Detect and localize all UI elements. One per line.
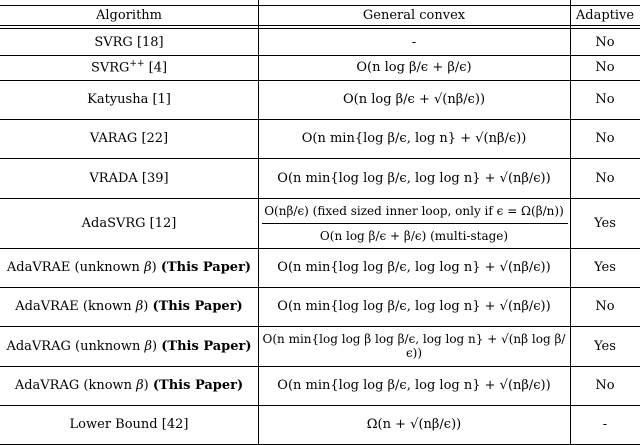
table-row	[0, 248, 640, 287]
adaptive-cell: Yes	[594, 260, 616, 275]
adaptive-cell: -	[602, 417, 608, 432]
algorithm-name: VRADA [39]	[89, 170, 169, 186]
header-adaptive: Adaptive	[575, 7, 635, 23]
table-row	[0, 29, 640, 55]
algorithm-name: SVRG++ [4]	[90, 59, 168, 76]
adaptive-cell: No	[595, 60, 615, 75]
rate-fixed-inner-loop: O(nβ/ϵ) (fixed sized inner loop, only if ϵ = Ω(β/n))	[264, 203, 564, 218]
rate-cell	[258, 198, 570, 248]
adaptive-cell: No	[595, 170, 615, 186]
algorithm-name: Katyusha [1]	[87, 92, 171, 107]
algorithm-name: AdaVRAG (known β) (This Paper)	[14, 378, 244, 393]
table-row	[0, 366, 640, 405]
rate-cell: O(n min{log log β/ϵ, log log n} + √(nβ/ϵ))	[277, 170, 551, 186]
header-row	[0, 5, 640, 25]
adaptive-cell: Yes	[594, 215, 616, 231]
table-row	[0, 80, 640, 119]
rate-cell: O(n min{log log β/ϵ, log log n} + √(nβ/ϵ))	[277, 299, 551, 314]
algorithm-name: AdaVRAG (unknown β) (This Paper)	[6, 338, 252, 354]
rate-multi-stage: O(n log β/ϵ + β/ϵ) (multi-stage)	[319, 228, 509, 243]
adaptive-cell: No	[595, 34, 615, 50]
table-row	[0, 326, 640, 366]
adaptive-cell: No	[595, 92, 615, 107]
rate-cell: O(n log β/ϵ + β/ϵ)	[356, 60, 472, 75]
adaptive-cell: No	[595, 299, 615, 314]
table-row	[0, 158, 640, 198]
adaptive-cell: Yes	[594, 338, 616, 354]
rate-cell: O(n min{log β/ϵ, log n} + √(nβ/ϵ))	[301, 131, 527, 146]
rate-cell: Ω(n + √(nβ/ϵ))	[366, 417, 462, 432]
table-row	[0, 55, 640, 80]
rate-cell: -	[411, 34, 417, 50]
algorithm-name: AdaSVRG [12]	[81, 215, 177, 231]
table-row	[0, 287, 640, 326]
rate-cell: O(n min{log log β/ϵ, log log n} + √(nβ/ϵ))	[277, 260, 551, 275]
header-algorithm: Algorithm	[96, 7, 162, 23]
algorithm-name: SVRG [18]	[94, 34, 164, 50]
adaptive-cell: No	[595, 378, 615, 393]
table-row	[0, 405, 640, 444]
table-row	[0, 198, 640, 248]
rate-cell: O(n log β/ϵ + √(nβ/ϵ))	[342, 92, 486, 107]
adaptive-cell: No	[595, 131, 615, 146]
table-row	[0, 119, 640, 158]
algorithm-name: AdaVRAE (unknown β) (This Paper)	[6, 260, 252, 275]
rate-cell: O(n min{log log β log β/ϵ, log log n} + √(nβ log β/ϵ))	[262, 332, 566, 360]
algorithm-name: Lower Bound [42]	[69, 417, 189, 432]
header-general-convex: General convex	[362, 7, 466, 23]
header-rule	[0, 25, 640, 26]
algorithm-name: VARAG [22]	[89, 131, 169, 146]
rate-cell: O(n min{log log β/ϵ, log log n} + √(nβ/ϵ))	[277, 378, 551, 393]
algorithm-name: AdaVRAE (known β) (This Paper)	[15, 299, 243, 314]
